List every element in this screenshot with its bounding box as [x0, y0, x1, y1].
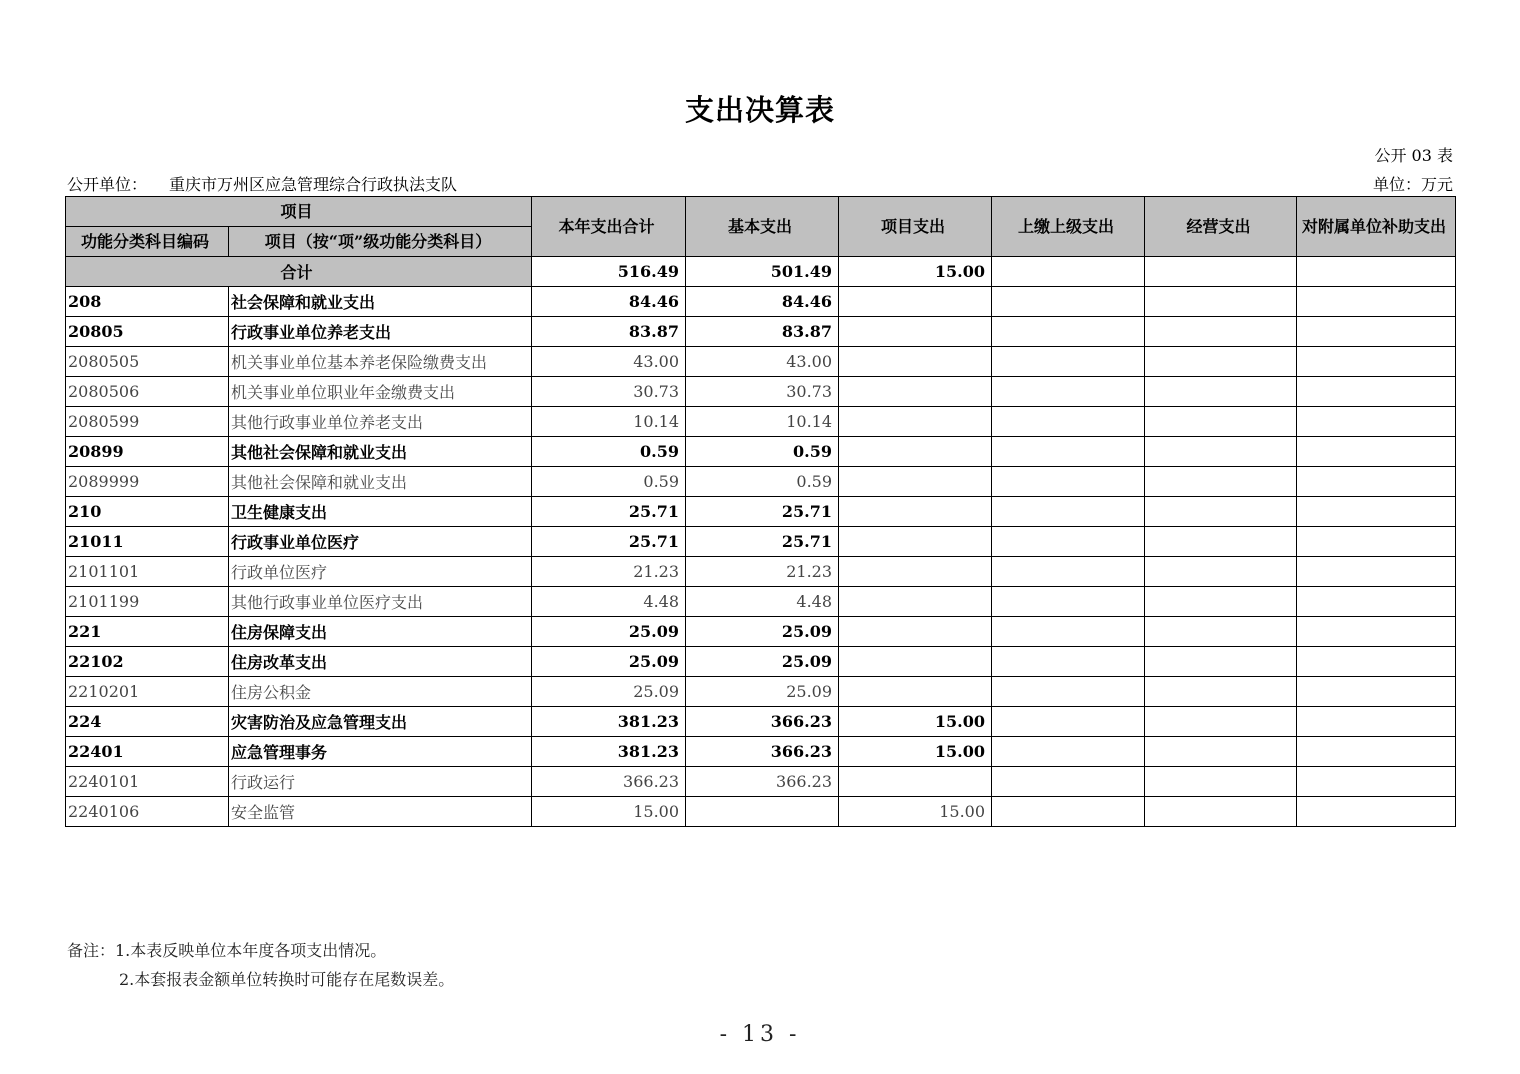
row-cell-subsidy	[1297, 557, 1456, 587]
row-cell-business	[1145, 587, 1297, 617]
row-cell-upper	[992, 647, 1145, 677]
row-cell-basic: 0.59	[686, 437, 839, 467]
row-cell-basic	[686, 797, 839, 827]
row-code: 2080506	[66, 377, 229, 407]
row-cell-basic: 366.23	[686, 767, 839, 797]
row-item-name: 应急管理事务	[229, 737, 532, 767]
row-cell-upper	[992, 617, 1145, 647]
row-cell-upper	[992, 377, 1145, 407]
row-cell-project	[839, 677, 992, 707]
reporting-unit-name: 重庆市万州区应急管理综合行政执法支队	[169, 175, 458, 194]
row-cell-basic: 84.46	[686, 287, 839, 317]
row-cell-upper	[992, 407, 1145, 437]
row-cell-basic: 43.00	[686, 347, 839, 377]
row-code: 2240101	[66, 767, 229, 797]
row-cell-total: 84.46	[532, 287, 686, 317]
row-cell-total: 25.71	[532, 527, 686, 557]
row-cell-total: 381.23	[532, 707, 686, 737]
row-item-name: 安全监管	[229, 797, 532, 827]
row-cell-upper	[992, 527, 1145, 557]
header-upper: 上缴上级支出	[992, 197, 1145, 257]
table-row	[66, 437, 1456, 467]
page-number: - 13 -	[719, 1022, 801, 1047]
row-item-name: 其他行政事业单位医疗支出	[229, 587, 532, 617]
row-cell-subsidy	[1297, 347, 1456, 377]
row-cell-upper	[992, 767, 1145, 797]
row-cell-business	[1145, 437, 1297, 467]
table-row	[66, 557, 1456, 587]
row-cell-subsidy	[1297, 497, 1456, 527]
row-cell-business	[1145, 497, 1297, 527]
header-group-item: 项目	[66, 197, 532, 227]
row-cell-upper	[992, 707, 1145, 737]
row-cell-subsidy	[1297, 677, 1456, 707]
table-row	[66, 647, 1456, 677]
row-cell-basic: 25.71	[686, 527, 839, 557]
row-code: 21011	[66, 527, 229, 557]
form-number: 公开 03 表	[1374, 146, 1453, 165]
row-item-name: 其他社会保障和就业支出	[229, 437, 532, 467]
row-cell-upper	[992, 557, 1145, 587]
row-item-name: 住房公积金	[229, 677, 532, 707]
row-cell-subsidy	[1297, 617, 1456, 647]
row-cell-project	[839, 647, 992, 677]
reporting-unit	[67, 172, 457, 195]
row-cell-total: 366.23	[532, 767, 686, 797]
row-code: 2101101	[66, 557, 229, 587]
row-cell-upper	[992, 737, 1145, 767]
row-item-name: 住房保障支出	[229, 617, 532, 647]
row-cell-subsidy	[1297, 737, 1456, 767]
row-cell-total: 25.09	[532, 617, 686, 647]
row-code: 2080505	[66, 347, 229, 377]
row-cell-upper	[992, 497, 1145, 527]
row-cell-total: 25.71	[532, 497, 686, 527]
row-cell-project	[839, 617, 992, 647]
row-code: 208	[66, 287, 229, 317]
row-item-name: 行政事业单位养老支出	[229, 317, 532, 347]
row-code: 22102	[66, 647, 229, 677]
row-code: 2089999	[66, 467, 229, 497]
row-cell-basic: 25.71	[686, 497, 839, 527]
row-cell-subsidy	[1297, 707, 1456, 737]
row-cell-business	[1145, 677, 1297, 707]
row-cell-project	[839, 377, 992, 407]
row-code: 2101199	[66, 587, 229, 617]
row-item-name: 社会保障和就业支出	[229, 287, 532, 317]
row-cell-total: 4.48	[532, 587, 686, 617]
row-item-name: 行政运行	[229, 767, 532, 797]
row-code: 221	[66, 617, 229, 647]
row-cell-subsidy	[1297, 287, 1456, 317]
row-cell-total: 381.23	[532, 737, 686, 767]
currency-unit: 单位：万元	[1372, 175, 1453, 194]
row-cell-subsidy	[1297, 797, 1456, 827]
row-code: 2210201	[66, 677, 229, 707]
table-row	[66, 497, 1456, 527]
row-code: 20805	[66, 317, 229, 347]
row-cell-project	[839, 317, 992, 347]
total-cell-basic: 501.49	[686, 257, 839, 287]
row-cell-project	[839, 497, 992, 527]
table-row	[66, 617, 1456, 647]
row-cell-subsidy	[1297, 377, 1456, 407]
table-row	[66, 317, 1456, 347]
row-cell-total: 0.59	[532, 437, 686, 467]
row-cell-upper	[992, 677, 1145, 707]
row-cell-total: 21.23	[532, 557, 686, 587]
header-project: 项目支出	[839, 197, 992, 257]
row-cell-business	[1145, 407, 1297, 437]
row-cell-business	[1145, 797, 1297, 827]
header-subsidy: 对附属单位补助支出	[1297, 197, 1456, 257]
row-cell-business	[1145, 377, 1297, 407]
row-cell-business	[1145, 347, 1297, 377]
table-row	[66, 707, 1456, 737]
total-cell-project: 15.00	[839, 257, 992, 287]
table-row	[66, 347, 1456, 377]
row-cell-business	[1145, 767, 1297, 797]
table-row	[66, 377, 1456, 407]
row-cell-project	[839, 527, 992, 557]
row-cell-business	[1145, 287, 1297, 317]
row-cell-project	[839, 587, 992, 617]
row-code: 224	[66, 707, 229, 737]
row-item-name: 行政单位医疗	[229, 557, 532, 587]
table-row	[66, 737, 1456, 767]
row-cell-basic: 366.23	[686, 707, 839, 737]
row-cell-total: 83.87	[532, 317, 686, 347]
row-cell-project	[839, 557, 992, 587]
table-row	[66, 587, 1456, 617]
row-cell-basic: 25.09	[686, 617, 839, 647]
row-cell-project: 15.00	[839, 737, 992, 767]
row-cell-project	[839, 437, 992, 467]
page-title: 支出决算表	[684, 93, 835, 127]
row-code: 20899	[66, 437, 229, 467]
row-cell-project	[839, 347, 992, 377]
note-2: 2.本套报表金额单位转换时可能存在尾数误差。	[119, 970, 455, 989]
row-code: 2080599	[66, 407, 229, 437]
row-cell-basic: 0.59	[686, 467, 839, 497]
row-cell-basic: 83.87	[686, 317, 839, 347]
total-cell-business	[1145, 257, 1297, 287]
header-total: 本年支出合计	[532, 197, 686, 257]
row-cell-business	[1145, 317, 1297, 347]
total-row	[66, 257, 1456, 287]
row-item-name: 机关事业单位基本养老保险缴费支出	[229, 347, 532, 377]
row-cell-subsidy	[1297, 587, 1456, 617]
total-cell-upper	[992, 257, 1145, 287]
row-cell-basic: 30.73	[686, 377, 839, 407]
row-code: 2240106	[66, 797, 229, 827]
header-code: 功能分类科目编码	[66, 227, 229, 257]
row-cell-basic: 25.09	[686, 647, 839, 677]
total-label: 合计	[66, 257, 532, 287]
row-cell-upper	[992, 437, 1145, 467]
table-row	[66, 677, 1456, 707]
row-item-name: 行政事业单位医疗	[229, 527, 532, 557]
row-item-name: 机关事业单位职业年金缴费支出	[229, 377, 532, 407]
row-cell-basic: 10.14	[686, 407, 839, 437]
table-row	[66, 797, 1456, 827]
row-cell-business	[1145, 647, 1297, 677]
table-row	[66, 467, 1456, 497]
row-cell-business	[1145, 737, 1297, 767]
row-item-name: 卫生健康支出	[229, 497, 532, 527]
row-item-name: 其他行政事业单位养老支出	[229, 407, 532, 437]
row-cell-basic: 21.23	[686, 557, 839, 587]
row-cell-upper	[992, 347, 1145, 377]
row-cell-total: 43.00	[532, 347, 686, 377]
row-cell-subsidy	[1297, 437, 1456, 467]
row-code: 210	[66, 497, 229, 527]
row-cell-business	[1145, 467, 1297, 497]
row-cell-business	[1145, 707, 1297, 737]
row-cell-upper	[992, 467, 1145, 497]
header-business: 经营支出	[1145, 197, 1297, 257]
row-cell-subsidy	[1297, 317, 1456, 347]
reporting-unit-label: 公开单位：	[67, 175, 148, 194]
row-cell-business	[1145, 527, 1297, 557]
row-cell-upper	[992, 797, 1145, 827]
row-cell-total: 0.59	[532, 467, 686, 497]
row-cell-basic: 25.09	[686, 677, 839, 707]
row-cell-subsidy	[1297, 407, 1456, 437]
table-row	[66, 527, 1456, 557]
row-cell-basic: 366.23	[686, 737, 839, 767]
row-cell-subsidy	[1297, 767, 1456, 797]
table-row	[66, 287, 1456, 317]
row-cell-project: 15.00	[839, 797, 992, 827]
row-item-name: 住房改革支出	[229, 647, 532, 677]
row-item-name: 灾害防治及应急管理支出	[229, 707, 532, 737]
row-code: 22401	[66, 737, 229, 767]
expenditure-table	[65, 196, 1456, 827]
row-cell-subsidy	[1297, 527, 1456, 557]
row-cell-total: 15.00	[532, 797, 686, 827]
total-cell-total: 516.49	[532, 257, 686, 287]
row-cell-upper	[992, 317, 1145, 347]
total-cell-subsidy	[1297, 257, 1456, 287]
row-cell-project	[839, 287, 992, 317]
row-cell-upper	[992, 587, 1145, 617]
row-cell-total: 25.09	[532, 677, 686, 707]
table-row	[66, 767, 1456, 797]
row-cell-subsidy	[1297, 647, 1456, 677]
row-cell-business	[1145, 617, 1297, 647]
header-basic: 基本支出	[686, 197, 839, 257]
row-cell-business	[1145, 557, 1297, 587]
table-row	[66, 407, 1456, 437]
row-cell-upper	[992, 287, 1145, 317]
row-cell-project	[839, 467, 992, 497]
row-cell-total: 10.14	[532, 407, 686, 437]
note-1: 备注：1.本表反映单位本年度各项支出情况。	[67, 941, 387, 960]
row-cell-total: 30.73	[532, 377, 686, 407]
row-cell-project	[839, 767, 992, 797]
row-item-name: 其他社会保障和就业支出	[229, 467, 532, 497]
row-cell-subsidy	[1297, 467, 1456, 497]
row-cell-project: 15.00	[839, 707, 992, 737]
row-cell-total: 25.09	[532, 647, 686, 677]
notes	[67, 936, 454, 994]
row-cell-project	[839, 407, 992, 437]
row-cell-basic: 4.48	[686, 587, 839, 617]
header-item: 项目（按“项”级功能分类科目）	[229, 227, 532, 257]
